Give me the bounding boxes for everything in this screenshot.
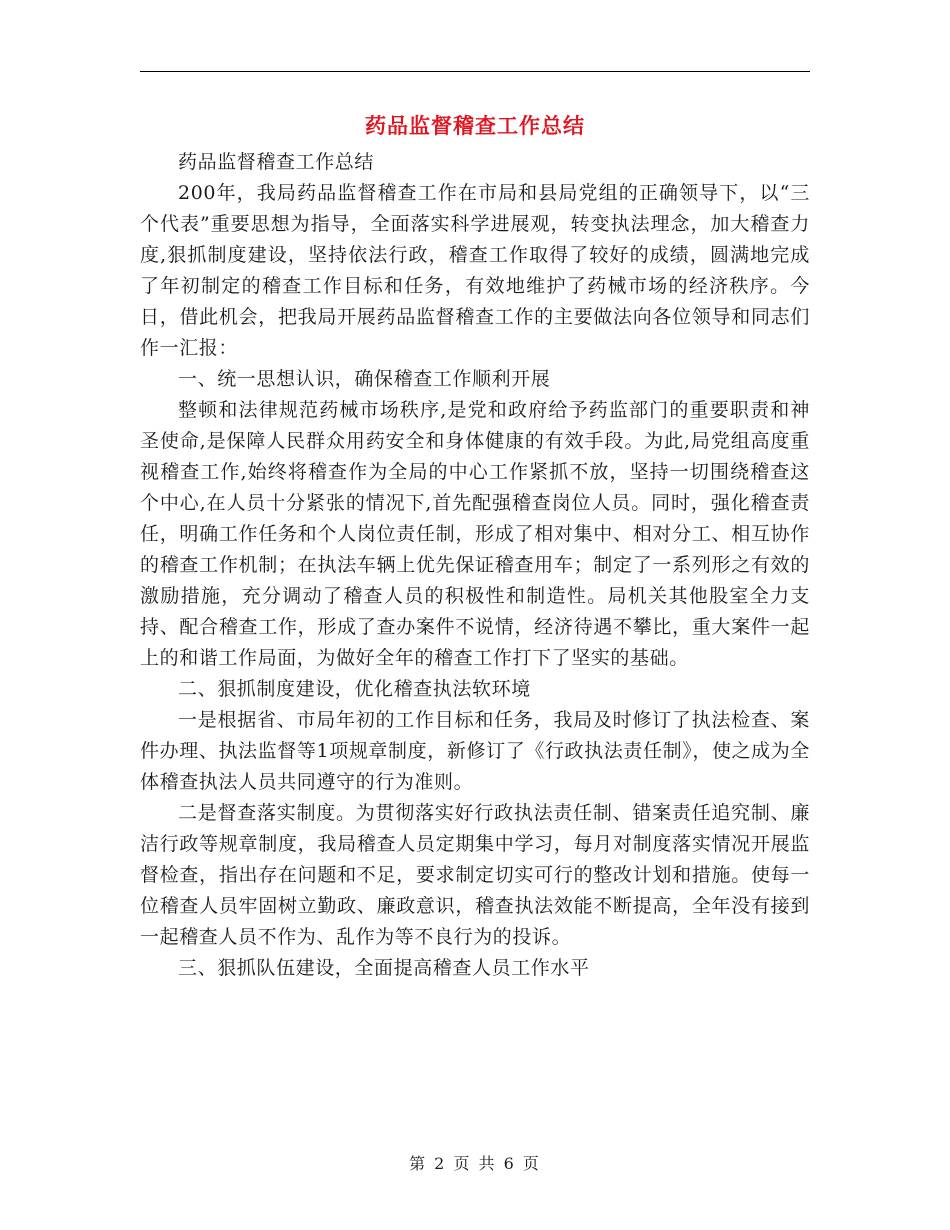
page-footer: 第 2 页 共 6 页	[409, 1154, 541, 1173]
section-heading-2: 二、狠抓制度建设，优化稽查执法软环境	[178, 678, 531, 700]
document-title: 药品监督稽查工作总结	[365, 113, 585, 138]
section-heading-1: 一、统一思想认识，确保稽查工作顺利开展	[178, 368, 551, 390]
paragraph-section-1: 整顿和法律规范药械市场秩序,是党和政府给予药监部门的重要职责和神圣使命,是保障人民群众用药安全和身体健康的有效手段。为此,局党组高度重视稽查工作,始终将稽查作为全局的中心工作紧抓不放，坚持一切围绕稽查这个中心,在人员十分紧张的情况下,首先配强稽查岗位人员。同时，强化稽查责任，明确工作任务和个人岗位责任制，形成了相对集中、相对分工、相互协作的稽查工作机制；在执法车辆上优先保证稽查用车；制定了一系列形之有效的激励措施，充分调动了稽查人员的积极性和制造性。局机关其他股室全力支持、配合稽查工作，形成了查办案件不说情，经济待遇不攀比，重大案件一起上的和谐工作局面，为做好全年的稽查工作打下了坚实的基础。	[140, 399, 810, 669]
paragraph-section-2b: 二是督查落实制度。为贯彻落实好行政执法责任制、错案责任追究制、廉洁行政等规章制度，我局稽查人员定期集中学习，每月对制度落实情况开展监督检查，指出存在问题和不足，要求制定切实可行的整改计划和措施。使每一位稽查人员牢固树立勤政、廉政意识，稽查执法效能不断提高，全年没有接到一起稽查人员不作为、乱作为等不良行为的投诉。	[140, 802, 810, 948]
paragraph-section-2a: 一是根据省、市局年初的工作目标和任务，我局及时修订了执法检查、案件办理、执法监督等1项规章制度，新修订了《行政执法责任制》，使之成为全体稽查执法人员共同遵守的行为准则。	[140, 709, 810, 793]
header-rule	[140, 71, 810, 72]
section-heading-3: 三、狠抓队伍建设，全面提高稽查人员工作水平	[178, 957, 590, 979]
paragraph-subtitle: 药品监督稽查工作总结	[178, 151, 375, 173]
document-body	[140, 147, 810, 984]
paragraph-intro: 200年，我局药品监督稽查工作在市局和县局党组的正确领导下，以“三个代表”重要思想为指导，全面落实科学进展观，转变执法理念，加大稽查力度,狠抓制度建设，坚持依法行政，稽查工作取得了较好的成绩，圆满地完成了年初制定的稽查工作目标和任务，有效地维护了药械市场的经济秩序。今日，借此机会，把我局开展药品监督稽查工作的主要做法向各位领导和同志们作一汇报：	[140, 182, 810, 359]
